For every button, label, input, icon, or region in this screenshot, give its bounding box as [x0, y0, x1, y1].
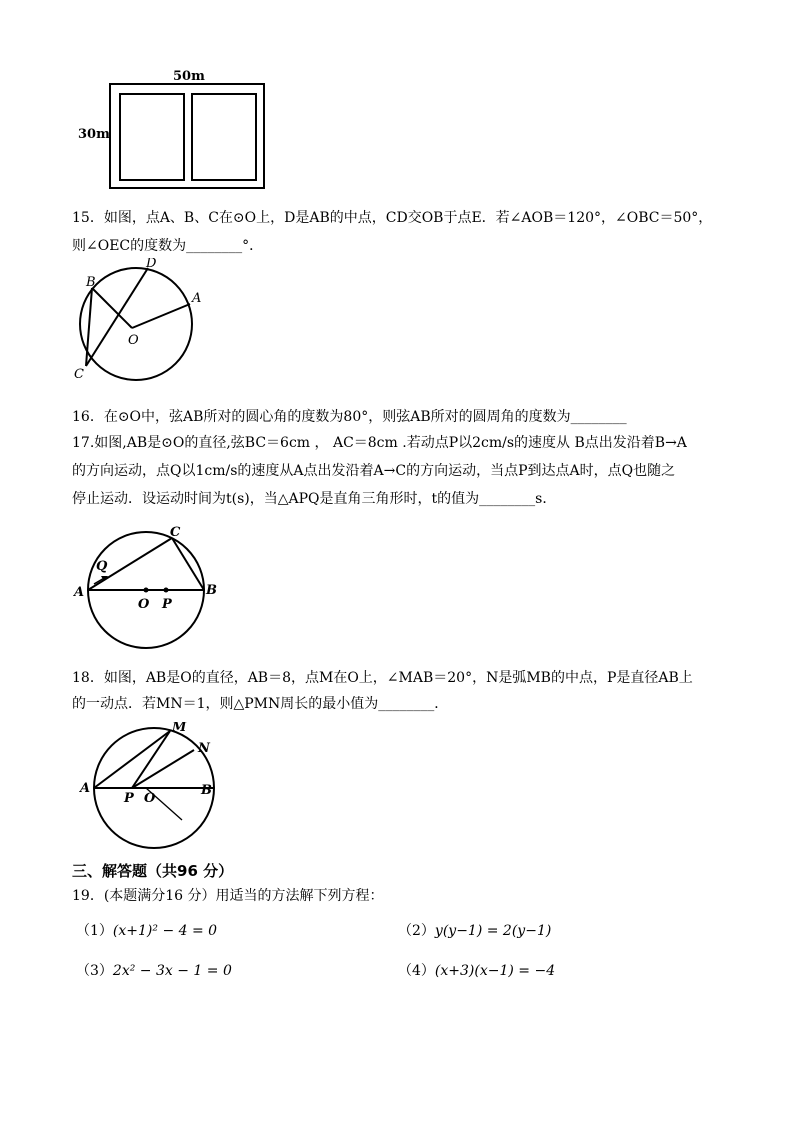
question-16: 16．在⊙O中，弦AB所对的圆心角的度数为80°，则弦AB所对的圆周角的度数为________ [72, 409, 627, 425]
equation-1 [76, 920, 217, 940]
label-N: N [198, 741, 210, 756]
label-O: O [138, 597, 150, 612]
equation-3-number: （3） [76, 963, 113, 979]
label-P: P [124, 791, 134, 806]
circle-diagram-17 [70, 524, 220, 654]
width-label: 50m [173, 69, 205, 84]
label-B: B [86, 275, 96, 290]
label-O: O [128, 333, 139, 348]
field-diagram [78, 66, 278, 196]
label-C: C [74, 367, 84, 382]
section-title: 三、解答题（共96 分） [72, 862, 234, 880]
equation-4 [398, 960, 555, 980]
circle-diagram-18 [76, 722, 226, 850]
figure-q15-circle [70, 258, 210, 388]
question-17-line1: 17.如图,AB是⊙O的直径,弦BC＝6cm ， AC＝8cm .若动点P以2cm/s的速度从 B点出发沿着B→A [72, 435, 687, 451]
equation-1-number: （1） [76, 923, 113, 939]
equation-2-text: y(y−1) = 2(y−1) [434, 923, 552, 939]
equation-2 [398, 920, 551, 940]
height-label: 30m [78, 127, 110, 142]
question-17-line3: 停止运动．设运动时间为t(s)，当△APQ是直角三角形时，t的值为________s． [72, 491, 557, 507]
question-17-line2: 的方向运动，点Q以1cm/s的速度从A点出发沿着A→C的方向运动，当点P到达点A时，点Q也随之 [72, 463, 676, 479]
label-A: A [192, 291, 202, 306]
question-19-intro: 19．(本题满分16 分）用适当的方法解下列方程： [72, 888, 384, 904]
equation-4-number: （4） [398, 963, 435, 979]
equation-2-number: （2） [398, 923, 435, 939]
figure-q14-field [78, 66, 278, 196]
equation-3-text: 2x² − 3x − 1 = 0 [112, 963, 232, 979]
label-P: P [162, 597, 172, 612]
label-C: C [170, 525, 181, 540]
circle-diagram-15 [70, 258, 210, 388]
question-15-line2: 则∠OEC的度数为________°． [72, 238, 264, 254]
label-Q: Q [96, 559, 108, 574]
question-15-line1: 15．如图，点A、B、C在⊙O上，D是AB的中点，CD交OB于点E．若∠AOB＝120°，∠OBC＝50°， [72, 210, 713, 226]
equation-3 [76, 960, 232, 980]
label-B: B [201, 783, 212, 798]
figure-q17-circle [70, 524, 220, 654]
label-M: M [172, 722, 187, 735]
label-O: O [144, 791, 156, 806]
question-18-line2: 的一动点．若MN＝1，则△PMN周长的最小值为________． [72, 696, 449, 712]
label-B: B [206, 583, 217, 598]
label-A: A [80, 781, 91, 796]
equation-1-text: (x+1)² − 4 = 0 [112, 923, 218, 939]
equation-4-text: (x+3)(x−1) = −4 [434, 963, 556, 979]
label-A: A [74, 585, 85, 600]
question-18-line1: 18．如图，AB是O的直径，AB＝8，点M在O上，∠MAB＝20°，N是弧MB的中点，P是直径AB上 [72, 670, 693, 686]
label-D: D [146, 258, 157, 271]
figure-q18-circle [76, 722, 226, 850]
